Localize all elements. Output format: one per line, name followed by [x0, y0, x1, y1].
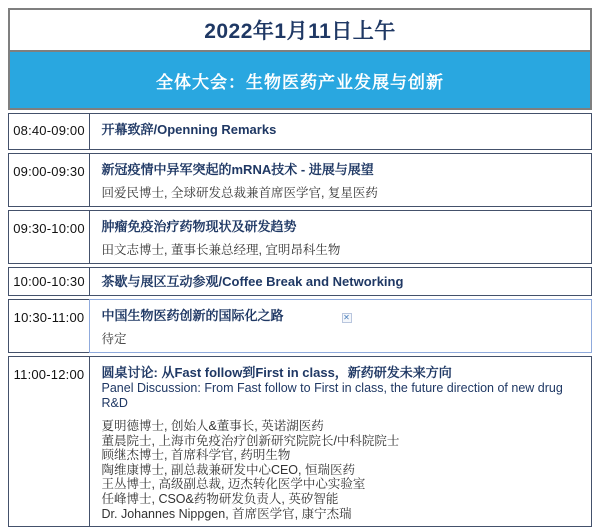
speaker-list [102, 419, 580, 521]
schedule-row [8, 299, 592, 353]
schedule-row [8, 210, 592, 264]
time-slot: 09:30-10:00 [8, 210, 90, 264]
schedule-row [8, 356, 592, 527]
speaker-line: 王丛博士, 高级副总裁, 迈杰转化医学中心实验室 [101, 477, 366, 492]
speaker-line: 待定 [101, 332, 127, 346]
speaker-line: 董晨院士, 上海市免疫治疗创新研究院院长/中科院院士 [101, 433, 400, 448]
session-title: 开幕致辞/Openning Remarks [101, 122, 277, 137]
time-slot: 10:00-10:30 [8, 267, 90, 296]
speaker-line: 田文志博士, 董事长兼总经理, 宜明昂科生物 [101, 243, 341, 257]
schedule-row [8, 153, 592, 207]
date-title: 2022年1月11日上午 [204, 20, 396, 43]
session-cell [89, 210, 593, 264]
session-cell [89, 299, 593, 353]
speaker-line: 夏明德博士, 创始人&董事长, 英诺湖医药 [101, 419, 324, 433]
session-subtitle: Panel Discussion: From Fast follow to First in class, the future direction of new drug R&D [101, 381, 563, 410]
session-title: 新冠疫情中异军突起的mRNA技术 - 进展与展望 [101, 162, 374, 177]
session-cell [89, 113, 593, 150]
session-title: 中国生物医药创新的国际化之路 [101, 308, 284, 323]
speaker-line: 任峰博士, CSO&药物研发负责人, 英矽智能 [101, 491, 339, 506]
date-header [8, 8, 592, 50]
session-title: 肿瘤免疫治疗药物现状及研发趋势 [101, 219, 297, 234]
schedule-table [8, 113, 592, 527]
time-slot: 08:40-09:00 [8, 113, 90, 150]
speaker-list [102, 185, 580, 201]
broken-image-icon: ✕ [343, 313, 350, 322]
speaker-line: 陶维康博士, 副总裁兼研发中心CEO, 恒瑞医药 [101, 462, 355, 477]
speaker-line: Dr. Johannes Nippgen, 首席医学官, 康宁杰瑞 [101, 506, 352, 521]
speaker-list [102, 242, 580, 258]
schedule-row [8, 113, 592, 150]
time-slot: 10:30-11:00 [8, 299, 90, 353]
speaker-line: 顾继杰博士, 首席科学官, 药明生物 [101, 448, 291, 463]
session-cell [89, 356, 593, 527]
time-slot: 11:00-12:00 [8, 356, 90, 527]
session-title: 圆桌讨论: 从Fast follow到First in class，新药研发未来方向 [101, 365, 452, 380]
schedule-row [8, 267, 592, 296]
speaker-list [102, 331, 580, 347]
session-title: 茶歇与展区互动参观/Coffee Break and Networking [101, 274, 404, 289]
time-slot: 09:00-09:30 [8, 153, 90, 207]
speaker-line: 回爱民博士, 全球研发总裁兼首席医学官, 复星医药 [101, 186, 378, 200]
session-banner [8, 50, 592, 110]
session-cell [89, 267, 593, 296]
banner-title: 全体大会：生物医药产业发展与创新 [156, 72, 444, 92]
session-cell [89, 153, 593, 207]
